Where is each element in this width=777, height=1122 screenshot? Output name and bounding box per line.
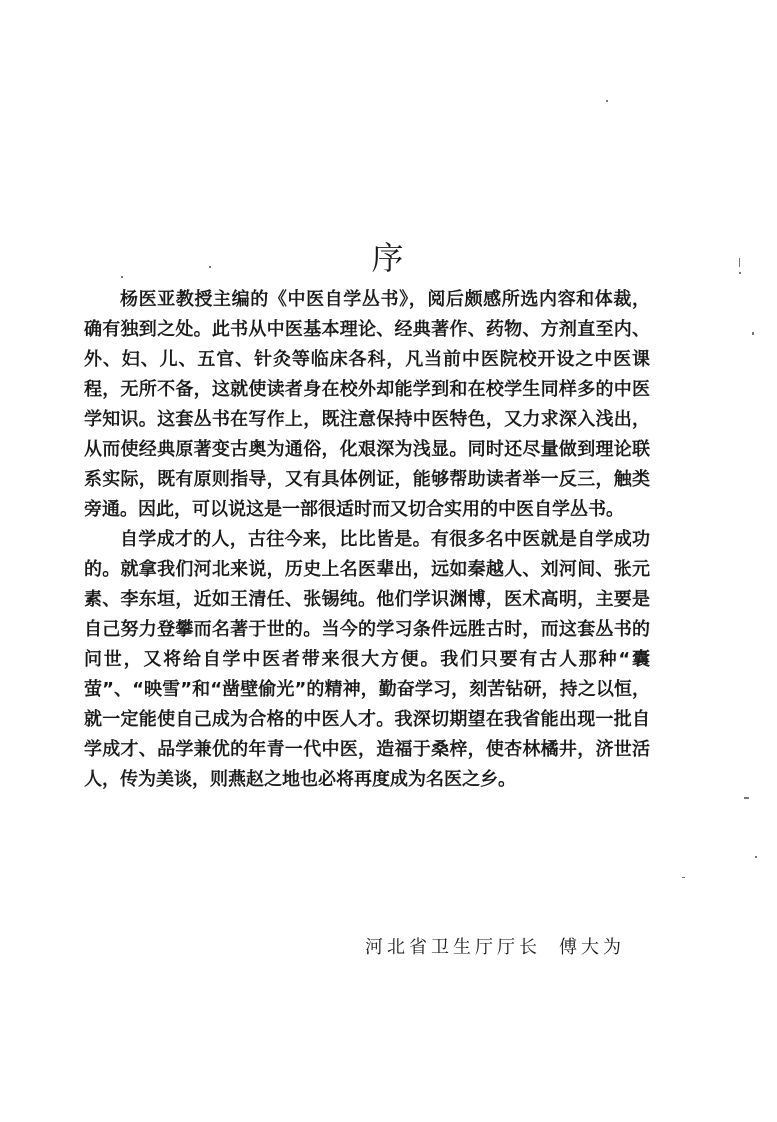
paragraph: 杨医亚教授主编的《中医自学丛书》，阅后颇感所选内容和体裁，确有独到之处。此书从中医基本理论、经典著作、药物、方剂直至内、外、妇、儿、五官、针灸等临床各科，凡当前中医院校开设之中医课程，无所不备，这就使读者身在校外却能学到和在校学生同样多的中医学知识。这套丛书在写作上，既注意保持中医特色，又力求深入浅出，从而使经典原著变古奥为通俗，化艰深为浅显。同时还尽量做到理论联系实际，既有原则指导，又有具体例证，能够帮助读者举一反三，触类旁通。因此，可以说这是一部很适时而又切合实用的中医自学丛书。 [84,289,650,520]
signature-position: 河北省卫生厅厅长 [365,937,541,958]
scan-speck [606,100,608,102]
preface-body [84,285,650,795]
signature [365,933,625,959]
paragraph: 自学成才的人，古往今来，比比皆是。有很多名中医就是自学成功的。就拿我们河北来说，历史上名医辈出，远如秦越人、刘河间、张元素、李东垣，近如王清任、张锡纯。他们学识渊博，医术高明，主要是自己努力登攀而名著于世的。当今的学习条件远胜古时，而这套丛书的问世，又将给自学中医者带来很大方便。我们只要有古人那种“囊萤”、“映雪”和“凿壁偷光”的精神，勤奋学习，刻苦钻研，持之以恒，就一定能使自己成为合格的中医人才。我深切期望在我省能出现一批自学成才、品学兼优的年青一代中医，造福于桑梓，使杏林橘井，济世活人，传为美谈，则燕赵之地也必将再度成为名医之乡。 [84,529,650,790]
scan-speck [752,332,754,335]
page-title: 序 [371,239,406,278]
scan-speck [755,856,757,858]
signature-name: 傅大为 [559,937,625,958]
scan-speck [682,877,685,878]
scan-speck [744,797,749,799]
